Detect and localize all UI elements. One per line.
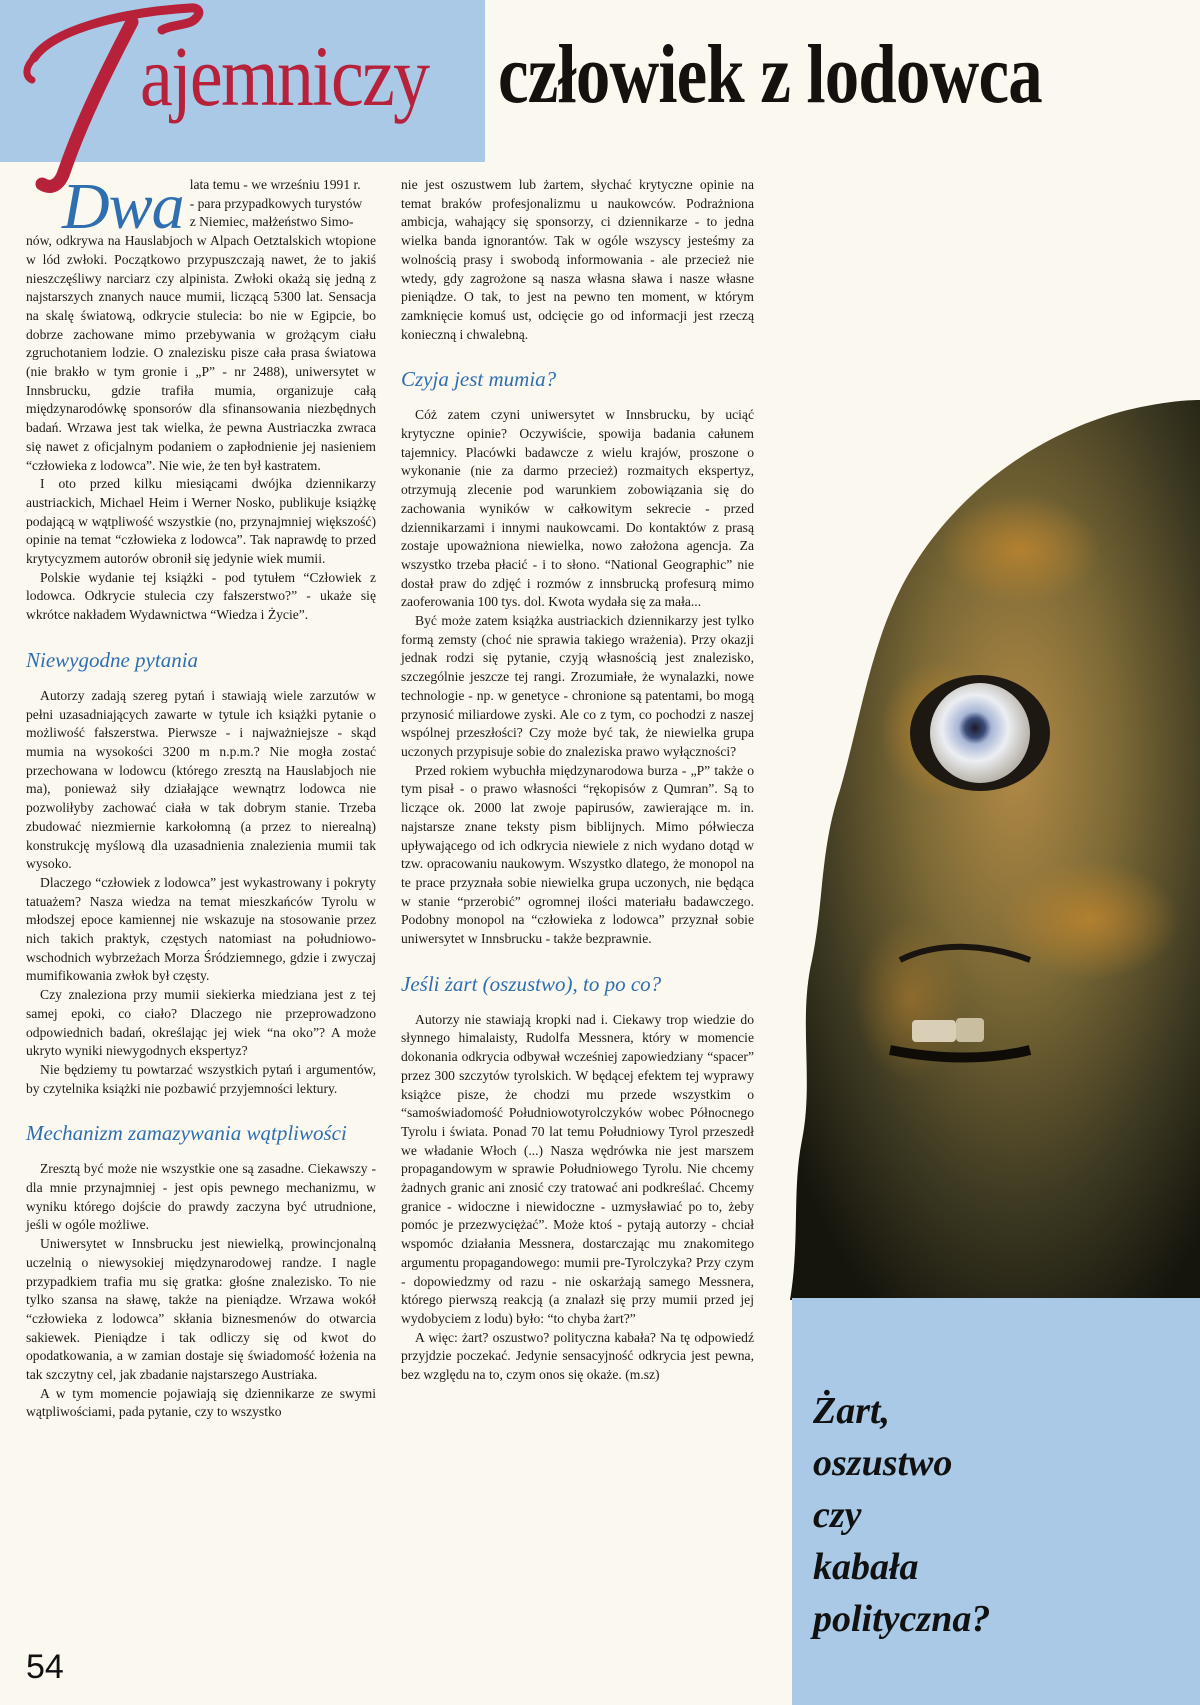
lead-line-1: lata temu - we wrześniu 1991 r. (189, 177, 361, 192)
paragraph: Nie będziemy tu powtarzać wszystkich pytań i argumentów, by czytelnika książki nie pozbawić przyjemności lektury. (26, 1061, 376, 1096)
paragraph: Być może zatem książka austriackich dziennikarzy jest tylko formą zemsty (choć nie sprawia takiego wrażenia). Przy okazji jednak rodzi się pytanie, czyją własnością jest znalezisko, szczególnie jeszcze tej rangi. Zrozumiałe, że wynalazki, nowe technologie - np. w genetyce - chronione są patentami, bo mogą przynosić miliardowe zyski. Ale co z tym, co pochodzi z naszej wspólnej przeszłości? Czy może być tak, że niewielka grupa uczonych przypisuje sobie do znaleziska prawo wyłączności? (401, 613, 754, 759)
lead-line-3: z Niemiec, małżeństwo Simo- (189, 214, 354, 230)
subheading: Jeśli żart (oszustwo), to po co? (401, 971, 662, 996)
paragraph: I oto przed kilku miesiącami dwójka dziennikarzy austriackich, Michael Heim i Werner Nosko, publikuje książkę podającą w wątpliwość wszystkie (no, przynajmniej większość) opinie na temat “człowieka z lodowca”. Tak naprawdę to przed krytycyzmem autorów obronił się jedynie wiek mumii. (26, 476, 376, 567)
paragraph: Czy znaleziona przy mumii siekierka miedziana jest z tej samej epoki, co ciało? Dlaczego nie przeprowadzono odpowiednich badań, określając jej wiek “na oko”? A może ukryto wyniki niewygodnych ekspertyz? (26, 987, 376, 1059)
paragraph: Polskie wydanie tej książki - pod tytułem “Człowiek z lodowca. Odkrycie stulecia czy fałszerstwo?” - ukaże się wkrótce nakładem Wydawnictwa “Wiedza i Życie”. (26, 569, 376, 623)
subheading: Niewygodne pytania (26, 647, 199, 672)
column-1 (26, 170, 376, 1422)
lead-dropword: Dwa (62, 170, 184, 243)
paragraph: Uniwersytet w Innsbrucku jest niewielką, prowincjonalną uczelnią o niewysokiej międzynarodowej randze. I nagle przypadkiem trafia mu się gratka: głośne znalezisko. To nie tylko szansa na sławę, także na pieniądze. Wrzawa wokół “człowieka z lodowca” skłania biznesmenów do otwarcia sakiewek. Pieniądze i tak odliczy się od kwot do opodatkowania, a w zamian dostaje się świadomość łożenia na tak szczytny cel, jak zbadanie najstarszego Austriaka. (26, 1236, 376, 1383)
paragraph: Autorzy nie stawiają kropki nad i. Ciekawy trop wiedzie do słynnego himalaisty, Rudolfa Messnera, który w momencie dokonania odkrycia odbywał wcześniej zapowiedziany “spacer” przez 300 szczytów tyrolskich. W będącej efektem tej wyprawy książce pisze, że chodzi mu przede wszystkim o “samoświadomość Południowotyrolczyków wobec Północnego Tyrolu i świata. Ponad 70 lat temu Południowy Tyrol przeszedł we władanie Włoch (...) Nasza wędrówka nie jest marszem propagandowym w sprawie Południowego Tyrolu. Nie chcemy żadnych granic ani znosić czy tratować ani podkreślać. Chcemy granice - widoczne i niewidoczne - uzmysławiać po to, żeby pomóc je przezwyciężać”. Może ktoś - pytają autorzy - chciał wspomóc działania Messnera, dostarczając mu znakomitego argumentu propagandowego: mumii pre-Tyrolczyka? Przy czym - dopowiedzmy od razu - nie oskarżają samego Messnera, którego pierwszą reakcją (a znalazł się przy mumii przed jej wydobyciem z lodu) było: “to chyba żart?” (401, 1011, 754, 1326)
page-number: 54 (26, 1648, 64, 1686)
title-left: ajemniczy (140, 28, 429, 124)
pull-quote: Żart, oszustwo czy kabała polityczna? (813, 1390, 991, 1640)
subheading: Mechanizm zamazywania wątpliwości (26, 1121, 347, 1146)
title-right: człowiek z lodowca (498, 28, 1042, 121)
lead-paragraph (26, 170, 376, 475)
lead-rest: nów, odkrywa na Hauslabjoch w Alpach Oetztalskich wtopione w lód zwłoki. Początkowo przypuszczają nawet, że to jakiś nieszczęśliwy narciarz czy alpinista. Zwłoki okażą się jedną z najstarszych znanych nauce mumii, liczącą 5300 lat. Sensacja na skalę światową, odkrycie stulecia: bo nie w Egipcie, bo dobrze zachowane mimo przebywania w grożącym ciału zgruchotaniem lodzie. O znalezisku pisze cała prasa światowa (nie brakło w tym gronie i „P” - nr 2488), uniwersytet w Innsbrucku, gdzie trafiła mumia, organizuje całą międzynarodówkę sponsorów dla sfinansowania niezbędnych badań. Wrzawa jest tak wielka, że pewna Austriaczka zwraca się nawet z oficjalnym podaniem o zapłodnienie jej nasieniem “człowieka z lodowca”. Nie wie, że ten był kastratem. (26, 233, 376, 473)
lead-line-2: - para przypadkowych turystów (189, 195, 363, 211)
paragraph: Dlaczego “człowiek z lodowca” jest wykastrowany i pokryty tatuażem? Nasza wiedza na temat mieszkańców Tyrolu w młodszej epoce kamiennej nie wskazuje na stosowanie przez nich takich praktyk, częstych natomiast na południowo-wschodnich wybrzeżach Morza Śródziemnego, gdzie i zwyczaj mumifikowania zwłok był częsty. (26, 874, 376, 984)
paragraph: Cóż zatem czyni uniwersytet w Innsbrucku, by uciąć krytyczne opinie? Oczywiście, spowija badania całunem tajemnicy. Placówki badawcze z wielu krajów, proszone o wykonanie (nie za darmo przecież) rozmaitych ekspertyz, otrzymują zlecenie pod warunkiem zobowiązania się do zachowania wyników w całkowitym sekrecie - przed dziennikarzami i innymi naukowcami. Do kontaktów z prasą zostaje upoważniona niewielka, nowo założona agencja. Za wszystko trzeba płacić - i to słono. “National Geographic” nie dostał praw do zdjęć i rozmów z innsbrucką profesurą mimo zaoferowania 100 tys. dol. Kwota wydała się za mała... (401, 407, 754, 610)
paragraph: nie jest oszustwem lub żartem, słychać krytyczne opinie na temat braków profesjonalizmu u naukowców. Podrażniona ambicja, wahający się sponsorzy, ci dziennikarze - to jedna wielka banda ignorantów. Tak w ogóle wszyscy jesteśmy za wolnością prasy i swobodą informowania - ale przecież nie wtedy, gdy zagrożone są nasza własna sława i nasze własne pieniądze. O tak, to jest na pewno ten moment, w którym zamknięcie komuś ust, odcięcie go od informacji jest rzeczą konieczną i chwalebną. (401, 177, 754, 342)
paragraph: Autorzy zadają szereg pytań i stawiają wiele zarzutów w pełni uzasadniających zawarte w tytule ich książki pytanie o możliwość fałszerstwa. Pierwsze - i najważniejsze - skąd mumia na wysokości 3200 m n.p.m.? Nie mogła zostać przechowana w lodowcu (którego zresztą na Hauslabjoch nie ma), ponieważ siły działające wewnątrz lodowca nie pozwoliłyby zachować ciała w tak dobrym stanie. Trzeba zbudować niezmiernie karkołomną (a przez to nierealną) konstrukcję myślową dla uzasadnienia znalezienia mumii tak wysoko. (26, 687, 376, 872)
column-2 (401, 176, 754, 1385)
subheading: Czyja jest mumia? (401, 367, 557, 392)
paragraph: Przed rokiem wybuchła międzynarodowa burza - „P” także o tym pisał - o prawo własności “rękopisów z Qumran”. Są to liczące ok. 2000 lat zwoje papirusów, zawierające m. in. najstarsze znane teksty pism biblijnych. Mimo półwiecza upływającego od ich odkrycia niewiele z nich wydano dotąd w tzw. opracowaniu naukowym. Wszystko dlatego, że monopol na te prace przyznała sobie niewielka grupa uczonych, nie będąca w stanie “przerobić” ogromnej ilości materiału badawczego. Podobny monopol na “człowieka z lodowca” przyznał sobie uniwersytet w Innsbrucku - także bezprawnie. (401, 762, 754, 947)
paragraph: A w tym momencie pojawiają się dziennikarze ze swymi wątpliwościami, pada pytanie, czy to wszystko (26, 1385, 376, 1420)
mummy-face-photo (790, 400, 1200, 1300)
paragraph: Zresztą być może nie wszystkie one są zasadne. Ciekawszy - dla mnie przynajmniej - jest opis pewnego mechanizmu, w wyniku którego dojście do prawdy zaczyna być utrudnione, jeśli w ogóle możliwe. (26, 1161, 376, 1233)
paragraph: A więc: żart? oszustwo? polityczna kabała? Na tę odpowiedź przyjdzie poczekać. Jedynie sensacyjność odkrycia jest pewna, bez względu na to, czym onos się okaże. (m.sz) (401, 1329, 754, 1383)
